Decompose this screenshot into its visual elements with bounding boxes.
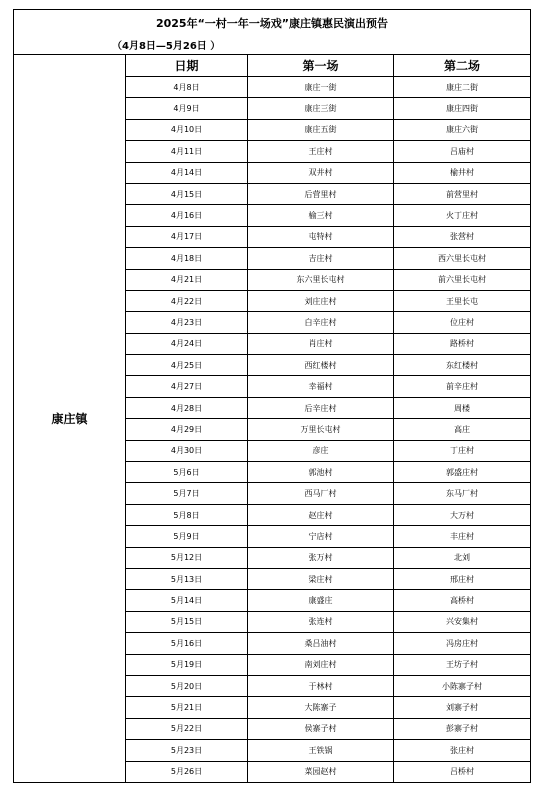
first-show-cell: 康庄三街 [248, 98, 394, 119]
second-show-cell: 兴安集村 [394, 611, 531, 632]
date-cell: 4月24日 [126, 333, 248, 354]
date-cell: 5月21日 [126, 697, 248, 718]
date-cell: 4月29日 [126, 419, 248, 440]
second-show-cell: 丁庄村 [394, 440, 531, 461]
first-show-cell: 白辛庄村 [248, 312, 394, 333]
second-show-cell: 高桥村 [394, 590, 531, 611]
date-cell: 5月7日 [126, 483, 248, 504]
second-show-cell: 火丁庄村 [394, 205, 531, 226]
second-show-cell: 彭寨子村 [394, 718, 531, 739]
date-cell: 4月28日 [126, 397, 248, 418]
column-header-first-show: 第一场 [248, 55, 394, 77]
date-cell: 4月15日 [126, 183, 248, 204]
second-show-cell: 张营村 [394, 226, 531, 247]
second-show-cell: 高庄 [394, 419, 531, 440]
second-show-cell: 郭盛庄村 [394, 462, 531, 483]
date-cell: 5月15日 [126, 611, 248, 632]
date-cell: 5月20日 [126, 675, 248, 696]
date-cell: 4月27日 [126, 376, 248, 397]
date-cell: 4月30日 [126, 440, 248, 461]
first-show-cell: 康盛庄 [248, 590, 394, 611]
first-show-cell: 侯寨子村 [248, 718, 394, 739]
first-show-cell: 张连村 [248, 611, 394, 632]
first-show-cell: 后营里村 [248, 183, 394, 204]
first-show-cell: 王庄村 [248, 141, 394, 162]
second-show-cell: 康庄二街 [394, 77, 531, 98]
date-cell: 4月22日 [126, 290, 248, 311]
date-cell: 4月16日 [126, 205, 248, 226]
second-show-cell: 吕庙村 [394, 141, 531, 162]
second-show-cell: 张庄村 [394, 740, 531, 761]
second-show-cell: 邢庄村 [394, 568, 531, 589]
second-show-cell: 前营里村 [394, 183, 531, 204]
second-show-cell: 丰庄村 [394, 526, 531, 547]
column-header-second-show: 第二场 [394, 55, 531, 77]
schedule-table [13, 9, 531, 783]
title-cell [14, 10, 531, 55]
date-cell: 5月8日 [126, 504, 248, 525]
second-show-cell: 康庄四街 [394, 98, 531, 119]
first-show-cell: 彦庄 [248, 440, 394, 461]
second-show-cell: 周楼 [394, 397, 531, 418]
date-cell: 4月10日 [126, 119, 248, 140]
date-cell: 4月9日 [126, 98, 248, 119]
date-cell: 5月26日 [126, 761, 248, 782]
first-show-cell: 郭池村 [248, 462, 394, 483]
date-cell: 4月21日 [126, 269, 248, 290]
page-title: 2025年“一村一年一场戏”康庄镇惠民演出预告 [155, 17, 389, 30]
first-show-cell: 张万村 [248, 547, 394, 568]
date-cell: 4月17日 [126, 226, 248, 247]
town-name-cell: 康庄镇 [14, 55, 126, 783]
first-show-cell: 万里长屯村 [248, 419, 394, 440]
first-show-cell: 幸福村 [248, 376, 394, 397]
second-show-cell: 东红楼村 [394, 355, 531, 376]
second-show-cell: 冯房庄村 [394, 633, 531, 654]
first-show-cell: 康庄一街 [248, 77, 394, 98]
date-cell: 5月13日 [126, 568, 248, 589]
first-show-cell: 宁店村 [248, 526, 394, 547]
date-cell: 4月11日 [126, 141, 248, 162]
date-cell: 4月18日 [126, 248, 248, 269]
column-header-date: 日期 [126, 55, 248, 77]
second-show-cell: 刘寨子村 [394, 697, 531, 718]
title-row [14, 10, 531, 55]
second-show-cell: 小陈寨子村 [394, 675, 531, 696]
second-show-cell: 西六里长屯村 [394, 248, 531, 269]
first-show-cell: 康庄五街 [248, 119, 394, 140]
date-cell: 4月25日 [126, 355, 248, 376]
first-show-cell: 梁庄村 [248, 568, 394, 589]
date-cell: 5月22日 [126, 718, 248, 739]
date-cell: 4月14日 [126, 162, 248, 183]
first-show-cell: 屯特村 [248, 226, 394, 247]
second-show-cell: 王坊子村 [394, 654, 531, 675]
date-cell: 4月8日 [126, 77, 248, 98]
first-show-cell: 赵庄村 [248, 504, 394, 525]
first-show-cell: 肖庄村 [248, 333, 394, 354]
date-cell: 5月23日 [126, 740, 248, 761]
second-show-cell: 前辛庄村 [394, 376, 531, 397]
first-show-cell: 王铁锅 [248, 740, 394, 761]
second-show-cell: 东马厂村 [394, 483, 531, 504]
first-show-cell: 吉庄村 [248, 248, 394, 269]
first-show-cell: 刘庄庄村 [248, 290, 394, 311]
date-cell: 5月6日 [126, 462, 248, 483]
first-show-cell: 桑吕油村 [248, 633, 394, 654]
first-show-cell: 双井村 [248, 162, 394, 183]
first-show-cell: 西马厂村 [248, 483, 394, 504]
second-show-cell: 路桥村 [394, 333, 531, 354]
first-show-cell: 于林村 [248, 675, 394, 696]
second-show-cell: 王里长屯 [394, 290, 531, 311]
date-cell: 5月19日 [126, 654, 248, 675]
date-cell: 5月16日 [126, 633, 248, 654]
second-show-cell: 大万村 [394, 504, 531, 525]
second-show-cell: 前六里长屯村 [394, 269, 531, 290]
first-show-cell: 榆三村 [248, 205, 394, 226]
second-show-cell: 榆井村 [394, 162, 531, 183]
first-show-cell: 东六里长屯村 [248, 269, 394, 290]
first-show-cell: 南刘庄村 [248, 654, 394, 675]
date-cell: 4月23日 [126, 312, 248, 333]
schedule-sheet [13, 9, 530, 783]
second-show-cell: 位庄村 [394, 312, 531, 333]
header-row [14, 55, 531, 77]
date-cell: 5月9日 [126, 526, 248, 547]
date-cell: 5月12日 [126, 547, 248, 568]
second-show-cell: 康庄六街 [394, 119, 531, 140]
date-cell: 5月14日 [126, 590, 248, 611]
first-show-cell: 菜园赵村 [248, 761, 394, 782]
date-range-subtitle: （4月8日—5月26日 ） [112, 41, 221, 52]
first-show-cell: 后辛庄村 [248, 397, 394, 418]
second-show-cell: 北刘 [394, 547, 531, 568]
first-show-cell: 西红楼村 [248, 355, 394, 376]
second-show-cell: 吕桥村 [394, 761, 531, 782]
first-show-cell: 大陈寨子 [248, 697, 394, 718]
